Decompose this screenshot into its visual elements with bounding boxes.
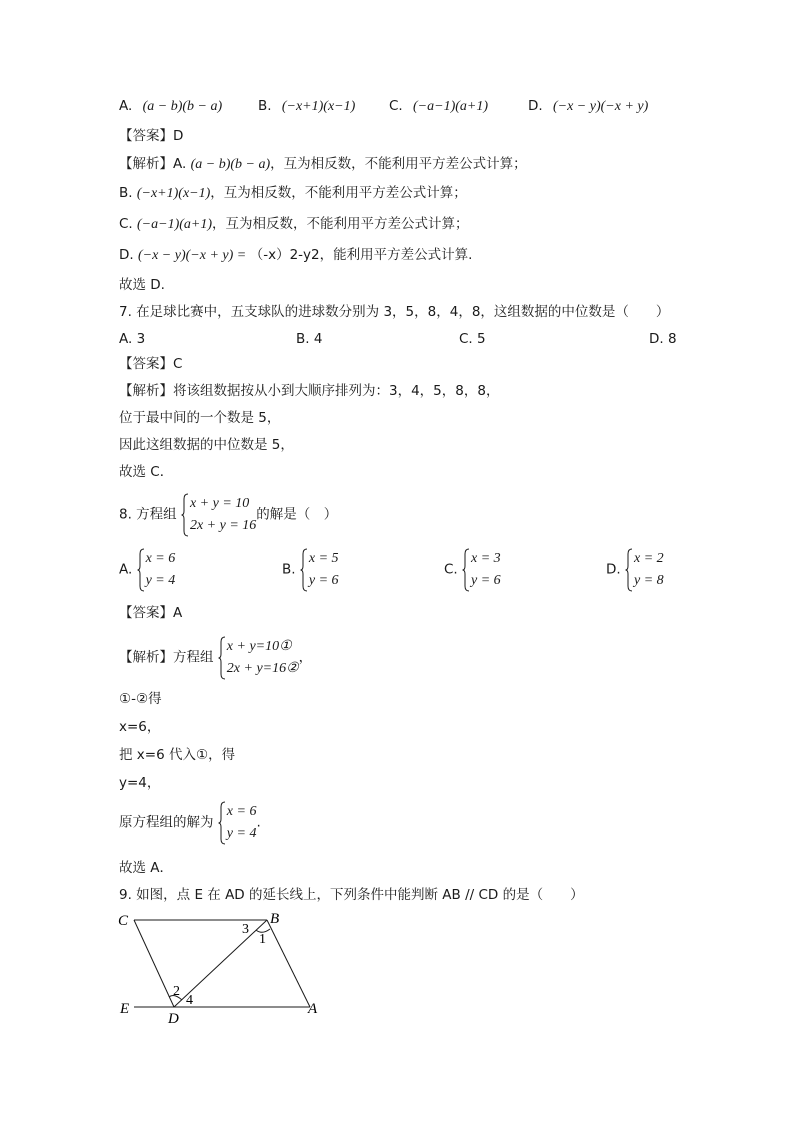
q8-choose: 故选 A．: [119, 860, 174, 876]
q6-analysis-d: [119, 246, 472, 265]
system-row: x = 6: [226, 804, 257, 819]
analysis-text: ，互为相反数，不能利用平方差公式计算；: [270, 156, 527, 172]
analysis-expr: (−x+1)(x−1): [136, 186, 211, 201]
q8-step-2: x=6，: [119, 719, 161, 735]
q7-option-a: A. 3: [119, 331, 146, 347]
brace-icon: [218, 801, 226, 845]
q6-analysis-c: [119, 215, 469, 234]
q7-answer: 【答案】C: [119, 356, 183, 372]
analysis-text: ，: [298, 649, 313, 666]
q8-option-a: [119, 548, 175, 592]
q8-option-b: [282, 548, 339, 592]
option-label: B.: [258, 98, 272, 114]
q8-stem: [119, 493, 337, 537]
q8-solution: [119, 801, 261, 845]
q7-analysis-3: 因此这组数据的中位数是 5，: [119, 437, 294, 453]
q8-step-4: y=4，: [119, 775, 161, 791]
analysis-text: ，互为相反数，不能利用平方差公式计算；: [210, 185, 467, 201]
analysis-expr: (−x − y)(−x + y) =: [137, 248, 250, 263]
system-row: x = 2: [633, 551, 664, 566]
point-label-d: D: [168, 1011, 179, 1025]
analysis-text: 【解析】方程组: [119, 649, 214, 666]
brace-icon: [462, 548, 470, 592]
option-expr: (a − b)(b − a): [142, 99, 223, 114]
system-row: y = 8: [633, 573, 664, 588]
system-row: x = 3: [471, 551, 501, 566]
system-row: y = 4: [145, 573, 176, 588]
q6-analysis-a: [119, 155, 527, 174]
q8-answer: 【答案】A: [119, 605, 183, 621]
option-expr: (−x+1)(x−1): [281, 99, 356, 114]
option-system: [137, 548, 176, 592]
q8-option-d: [606, 548, 664, 592]
brace-icon: [300, 548, 308, 592]
brace-icon: [137, 548, 145, 592]
analysis-prefix: B.: [119, 185, 137, 201]
system-row: y = 4: [226, 826, 257, 841]
q6-analysis-b: [119, 184, 467, 203]
system-row: 2x + y=16②: [226, 661, 299, 676]
solution-system: [218, 801, 257, 845]
solution-text: .: [256, 814, 261, 831]
angle-label-4: 4: [186, 993, 193, 1008]
solution-text: 原方程组的解为: [119, 814, 214, 831]
line-cd: [134, 920, 174, 1007]
q7-option-c: C. 5: [459, 331, 486, 347]
analysis-text: （-x）2-y2，能利用平方差公式计算.: [249, 247, 473, 263]
analysis-tag: 【解析】: [119, 156, 173, 172]
analysis-prefix: A.: [173, 156, 191, 172]
point-label-a: A: [308, 1001, 318, 1017]
system-row: 2x + y = 16: [189, 518, 257, 533]
option-label: D.: [528, 98, 543, 114]
stem-text: 8. 方程组: [119, 506, 177, 523]
option-system: [300, 548, 339, 592]
q8-analysis: [119, 636, 312, 680]
analysis-expr: (a − b)(b − a): [190, 157, 271, 172]
point-label-c: C: [118, 913, 129, 929]
brace-icon: [625, 548, 633, 592]
q7-choose: 故选 C．: [119, 464, 174, 480]
point-label-b: B: [270, 911, 280, 927]
analysis-expr: (−a−1)(a+1): [137, 217, 213, 232]
point-label-e: E: [120, 1001, 130, 1017]
q9-stem: 9. 如图，点 E 在 AD 的延长线上，下列条件中能判断 AB // CD 的是（ ）: [119, 887, 584, 903]
system-row: x = 5: [308, 551, 339, 566]
q8-option-c: [444, 548, 501, 592]
q6-option-a: [119, 97, 222, 116]
q7-stem: 7. 在足球比赛中，五支球队的进球数分别为 3，5，8，4，8，这组数据的中位数是（ ）: [119, 304, 670, 320]
q6-option-d: [528, 97, 648, 116]
option-expr: (−a−1)(a+1): [413, 99, 489, 114]
option-label: D.: [606, 561, 621, 578]
q7-analysis-1: 【解析】将该组数据按从小到大顺序排列为：3，4，5，8，8，: [119, 383, 500, 399]
option-label: A.: [119, 98, 133, 114]
system-row: y = 6: [471, 573, 501, 588]
angle-label-3: 3: [242, 922, 249, 937]
analysis-prefix: C.: [119, 216, 138, 232]
option-system: [462, 548, 501, 592]
option-label: B.: [282, 561, 296, 578]
option-label: A.: [119, 561, 133, 578]
stem-text: 的解是（ ）: [256, 506, 338, 523]
system-row: x + y=10①: [226, 639, 292, 654]
q7-option-d: D. 8: [649, 331, 677, 347]
system-row: y = 6: [308, 573, 339, 588]
option-expr: (−x − y)(−x + y): [552, 99, 649, 114]
system-row: x + y = 10: [189, 496, 250, 511]
brace-icon: [218, 636, 226, 680]
geometry-figure: [112, 905, 332, 1025]
option-label: C.: [444, 561, 458, 578]
q7-analysis-2: 位于最中间的一个数是 5，: [119, 410, 281, 426]
angle-label-2: 2: [173, 984, 180, 999]
angle-label-1: 1: [259, 932, 266, 947]
analysis-system: [218, 636, 299, 680]
equation-system: [181, 493, 256, 537]
line-ba: [267, 920, 310, 1007]
q7-option-b: B. 4: [296, 331, 323, 347]
analysis-prefix: D.: [119, 247, 138, 263]
system-row: x = 6: [145, 551, 176, 566]
q8-step-3: 把 x=6 代入①，得: [119, 747, 236, 763]
option-system: [625, 548, 664, 592]
q6-option-c: [389, 97, 488, 116]
q8-step-1: ①-②得: [119, 691, 162, 707]
option-label: C.: [389, 98, 403, 114]
brace-icon: [181, 493, 189, 537]
q6-choose: 故选 D.: [119, 277, 165, 293]
q6-option-b: [258, 97, 355, 116]
analysis-text: ，互为相反数，不能利用平方差公式计算；: [212, 216, 469, 232]
q6-answer: 【答案】D: [119, 128, 184, 144]
